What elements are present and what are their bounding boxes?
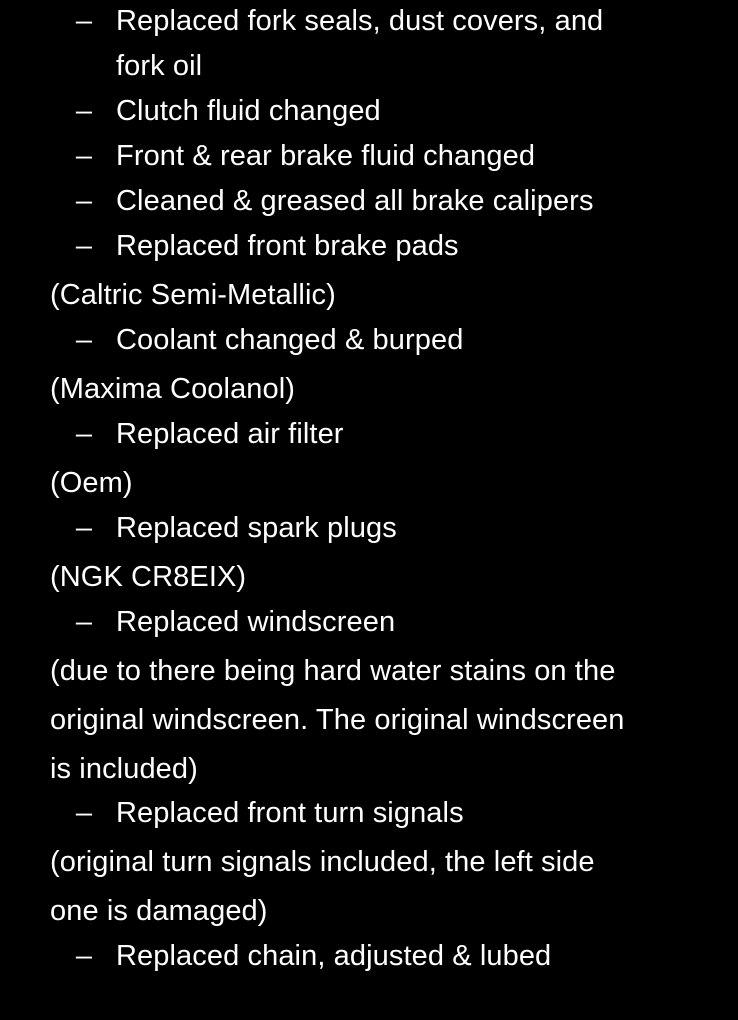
list-item — [0, 182, 676, 220]
paragraph-text: (Maxima Coolanol) — [50, 373, 296, 405]
list-item-text: Coolant changed & burped — [116, 324, 464, 356]
dash-bullet: – — [75, 512, 93, 544]
list-item-continuation — [0, 47, 676, 85]
dash-bullet: – — [75, 606, 93, 638]
list-item-text: Replaced fork seals, dust covers, and — [116, 5, 604, 37]
dash-bullet: – — [75, 324, 93, 356]
list-item — [0, 509, 676, 547]
list-item — [0, 92, 676, 130]
dash-bullet: – — [75, 797, 93, 829]
list-item-text: Replaced front brake pads — [116, 230, 459, 262]
list-item — [0, 227, 676, 265]
dash-bullet: – — [75, 230, 93, 262]
list-item — [0, 794, 676, 832]
dash-bullet: – — [75, 140, 93, 172]
paragraph-text: (NGK CR8EIX) — [50, 561, 247, 593]
note-paragraph — [0, 892, 700, 930]
dash-bullet: – — [75, 95, 93, 127]
list-item — [0, 2, 676, 40]
paragraph-text: (due to there being hard water stains on the — [50, 655, 616, 687]
list-item-text: Replaced air filter — [116, 418, 344, 450]
note-paragraph — [0, 652, 700, 690]
list-item-text: Replaced front turn signals — [116, 797, 464, 829]
paragraph-text: (Oem) — [50, 467, 133, 499]
list-item-text: Front & rear brake fluid changed — [116, 140, 536, 172]
list-item — [0, 321, 676, 359]
dash-bullet: – — [75, 940, 93, 972]
paragraph-text: is included) — [50, 753, 198, 785]
list-item-text: Replaced chain, adjusted & lubed — [116, 940, 552, 972]
paragraph-text: one is damaged) — [50, 895, 268, 927]
paragraph-text: (Caltric Semi-Metallic) — [50, 279, 336, 311]
note-paragraph — [0, 750, 700, 788]
note-paragraph — [0, 276, 700, 314]
note-paragraph — [0, 843, 700, 881]
dash-bullet: – — [75, 185, 93, 217]
list-item — [0, 603, 676, 641]
note-paragraph — [0, 558, 700, 596]
list-item-text: Replaced spark plugs — [116, 512, 397, 544]
note-paragraph — [0, 464, 700, 502]
dash-bullet: – — [75, 5, 93, 37]
list-item-text: Replaced windscreen — [116, 606, 396, 638]
list-item — [0, 937, 676, 975]
paragraph-text: (original turn signals included, the left side — [50, 846, 595, 878]
note-paragraph — [0, 370, 700, 408]
note-paragraph — [0, 701, 700, 739]
list-item-text: fork oil — [116, 50, 203, 82]
paragraph-text: original windscreen. The original windscreen — [50, 704, 625, 736]
dash-bullet: – — [75, 418, 93, 450]
list-item — [0, 415, 676, 453]
list-item — [0, 137, 676, 175]
list-item-text: Cleaned & greased all brake calipers — [116, 185, 594, 217]
list-item-text: Clutch fluid changed — [116, 95, 381, 127]
